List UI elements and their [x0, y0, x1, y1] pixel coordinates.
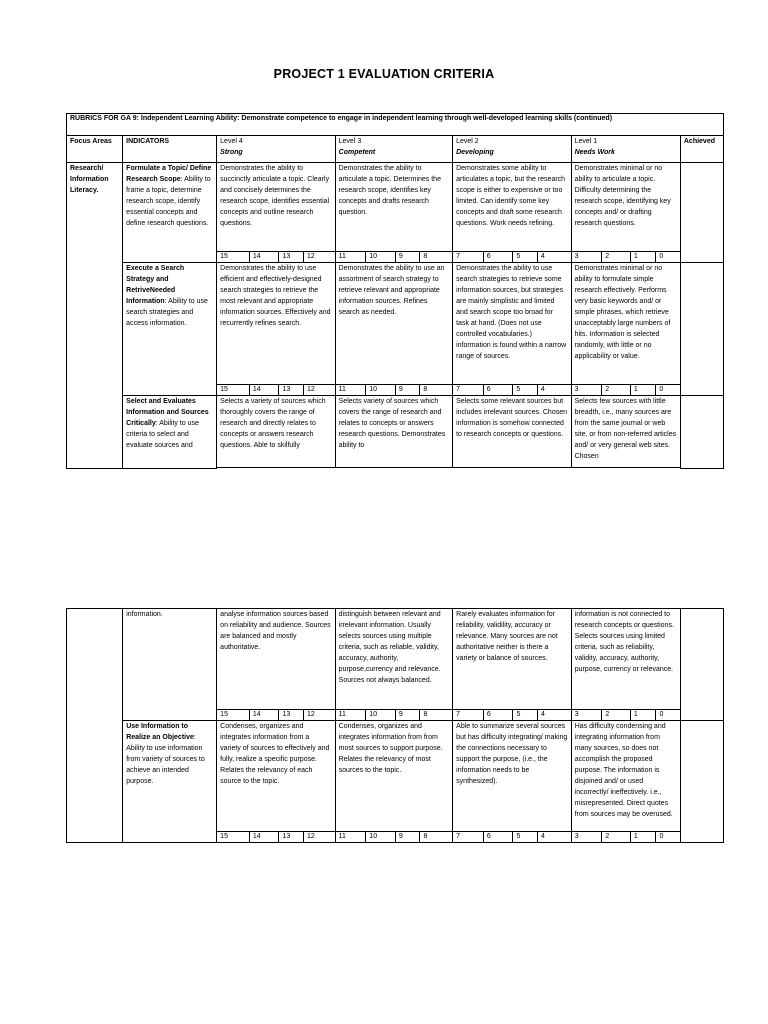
score-cell: 9 [395, 832, 420, 843]
indicator-3-level3: Selects variety of sources which covers the range of research and relates to concepts or answers research questions. Demonstrates ability to [335, 396, 452, 468]
score-cell: 4 [537, 832, 571, 843]
indicator-3-level1: Selects few sources with little breadth, i.e., many sources are from the same journal or web site, or from non-referred articles and/ or very general web sites. Chosen [571, 396, 680, 468]
score-cell: 3 [571, 710, 602, 721]
indicator-3-continued: information. [123, 609, 217, 721]
rubric-table-part-1 [66, 113, 724, 469]
score-cell: 8 [420, 710, 453, 721]
score-cell: 8 [420, 832, 453, 843]
level4-header: Level 4 Strong [217, 136, 335, 163]
score-cell: 7 [453, 710, 484, 721]
score-cell: 10 [366, 832, 396, 843]
score-cell: 12 [303, 385, 335, 396]
score-cell: 14 [249, 385, 279, 396]
indicator-3-achieved[interactable] [680, 396, 723, 469]
indicator-4-achieved[interactable] [681, 721, 724, 843]
score-cell: 13 [279, 710, 304, 721]
indicator-3-level1-cont: information is not connected to research concepts or questions. Selects sources using limited criteria, such as reliability, validity, accuracy, authority, purpose, currency or relevance. [571, 609, 680, 710]
score-cell: 3 [571, 385, 602, 396]
indicator-2-level4: Demonstrates the ability to use efficient and effectively-designed search strategies to retrieve the most relevant and appropriate information sources. Effectively and recurrently refines search. [217, 263, 335, 385]
score-cell: 11 [335, 385, 366, 396]
score-cell: 13 [279, 832, 304, 843]
score-cell: 12 [304, 710, 336, 721]
indicators-header: INDICATORS [123, 136, 217, 163]
score-cell: 0 [656, 710, 681, 721]
indicator-1-level1: Demonstrates minimal or no ability to articulate a topic. Difficulty determining the research scope, identifying key concepts and/ or drafting research questions. [571, 163, 680, 252]
indicator-1: Formulate a Topic/ Define Research Scope: Ability to frame a topic, determine research scope, identify essential concepts and define research questions. [123, 163, 217, 263]
score-cell: 6 [483, 710, 513, 721]
score-cell: 15 [217, 385, 250, 396]
indicator-2-level2: Demonstrates the ability to use search strategies to retrieve some information sources, but strategies are mainly simplistic and limited and search scope too broad for task at hand. (Does not use controlled vocabularies.) information is found within a narrow range of sources. [453, 263, 571, 385]
indicator-1-achieved[interactable] [680, 163, 723, 263]
indicator-3-level2: Selects some relevant sources but includes irrelevant sources. Chosen information is somehow connected to research concepts or questions. [453, 396, 571, 468]
indicator-4-level4: Condenses, organizes and integrates information from a variety of sources to effectively and fully, realize a specific purpose. Relates the relevancy of each source to the topic. [217, 721, 335, 832]
score-cell: 1 [630, 710, 656, 721]
score-cell: 7 [453, 832, 484, 843]
score-cell: 10 [366, 385, 396, 396]
score-cell: 3 [571, 252, 602, 263]
score-cell: 6 [483, 252, 513, 263]
score-cell: 11 [335, 710, 366, 721]
score-cell: 3 [571, 832, 602, 843]
indicator-1-level2: Demonstrates some ability to articulates a topic, but the research scope is either to expensive or too limited. Can identify some key concepts and draft some research questions. Work needs refining. [453, 163, 571, 252]
score-cell: 10 [366, 252, 396, 263]
achieved-header: Achieved [680, 136, 723, 163]
score-cell: 13 [279, 385, 304, 396]
score-cell: 12 [303, 252, 335, 263]
score-cell: 14 [249, 252, 279, 263]
score-cell: 4 [537, 252, 571, 263]
indicator-1-level3: Demonstrates the ability to articulate a topic. Determines the research scope, identifies key concepts and drafts research question. [335, 163, 452, 252]
indicator-1-level4: Demonstrates the ability to succinctly articulate a topic. Clearly and concisely determines the research scope, identifies essential concepts and outline research questions. [217, 163, 335, 252]
score-cell: 7 [453, 385, 484, 396]
score-cell: 1 [630, 832, 656, 843]
rubric-header: RUBRICS FOR GA 9: Independent Learning Ability: Demonstrate competence to engage in independent learning through well-developed learning skills (continued) [67, 114, 724, 136]
score-cell: 15 [217, 252, 250, 263]
score-cell: 4 [537, 710, 571, 721]
indicator-4-level2: Able to summarize several sources but has difficulty integrating/ making the connections necessary to support the purpose, (i.e., the information needs to be synthesized). [453, 721, 572, 832]
score-cell: 1 [630, 252, 656, 263]
score-cell: 9 [395, 385, 420, 396]
rubric-table-part-2 [66, 608, 724, 843]
score-cell: 12 [304, 832, 336, 843]
score-cell: 15 [217, 832, 250, 843]
score-cell: 2 [602, 252, 631, 263]
score-cell: 2 [602, 710, 631, 721]
score-cell: 2 [602, 832, 631, 843]
score-cell: 0 [656, 252, 681, 263]
score-cell: 4 [537, 385, 571, 396]
score-cell: 2 [602, 385, 631, 396]
score-cell: 0 [656, 832, 681, 843]
focus-area: Research/ Information Literacy. [67, 163, 123, 469]
indicator-3: Select and Evaluates Information and Sources Critically: Ability to use criteria to select and evaluate sources and [123, 396, 217, 469]
score-cell: 5 [513, 252, 538, 263]
score-cell: 6 [483, 832, 513, 843]
score-cell: 15 [217, 710, 250, 721]
indicator-3-level2-cont: Rarely evaluates information for reliability, validility, accuracy or relevance. Many sources are not authoritative neither is there a variety or balance of sources. [453, 609, 572, 710]
score-cell: 8 [420, 252, 453, 263]
indicator-2-level3: Demonstrates the ability to use an assortment of search strategy to retrieve relevant and appropriate information sources. Refines search as needed. [335, 263, 452, 385]
score-cell: 11 [335, 832, 366, 843]
score-cell: 5 [513, 832, 538, 843]
score-cell: 7 [453, 252, 484, 263]
score-cell: 9 [395, 710, 420, 721]
score-cell: 9 [395, 252, 420, 263]
indicator-3-level3-cont: distinguish between relevant and irrelevant information. Usually selects sources using multiple criteria, such as reliable, validity, accuracy, authority, purpose,currency and relevance. Sources not always balanced. [335, 609, 453, 710]
indicator-2-achieved[interactable] [680, 263, 723, 396]
indicator-2-level1: Demonstrates minimal or no ability to formulate simple research effectively. Performs very basic keywords and/ or simple phrases, which retrieve unacceptably large numbers of hits. Information is selected randomly, with little or no applicability or value. [571, 263, 680, 385]
score-cell: 8 [420, 385, 453, 396]
indicator-2: Execute a Search Strategy and RetriveNeeded Information: Ability to use search strategies and access information. [123, 263, 217, 396]
score-cell: 5 [513, 385, 538, 396]
focus-areas-header: Focus Areas [67, 136, 123, 163]
score-cell: 6 [483, 385, 513, 396]
indicator-3-level4-cont: analyse information sources based on reliability and audience. Sources are balanced and mostly authoritative. [217, 609, 335, 710]
score-cell: 11 [335, 252, 366, 263]
score-cell: 10 [366, 710, 396, 721]
indicator-3-level4: Selects a variety of sources which thoroughly covers the range of research and directly relates to concepts or answers research questions. Able to skilfully [217, 396, 335, 468]
level3-header: Level 3 Competent [335, 136, 452, 163]
score-cell: 1 [630, 385, 656, 396]
indicator-4-level1: Has difficulty condensing and integrating information from many sources, so does not accomplish the proposed purpose. The information is disjoined and/ or used incorrectly/ ineffectively. i.e., misrepresented. Direct quotes from sources may be overused. [571, 721, 680, 832]
score-cell: 0 [656, 385, 681, 396]
score-cell: 13 [279, 252, 304, 263]
indicator-3-achieved-cont[interactable] [681, 609, 724, 721]
level2-header: Level 2 Developing [453, 136, 571, 163]
score-cell: 14 [249, 710, 279, 721]
indicator-4: Use Information to Realize an Objective: Ability to use information from variety of sources to achieve an intended purpose. [123, 721, 217, 843]
focus-area-continued [67, 609, 123, 843]
page-title: PROJECT 1 EVALUATION CRITERIA [273, 67, 495, 81]
score-cell: 14 [249, 832, 279, 843]
indicator-4-level3: Condenses, organizes and integrates information from from most sources to support purpose. Relates the relevancy of most sources to the topic. [335, 721, 453, 832]
level1-header: Level 1 Needs Work [571, 136, 680, 163]
score-cell: 5 [513, 710, 538, 721]
